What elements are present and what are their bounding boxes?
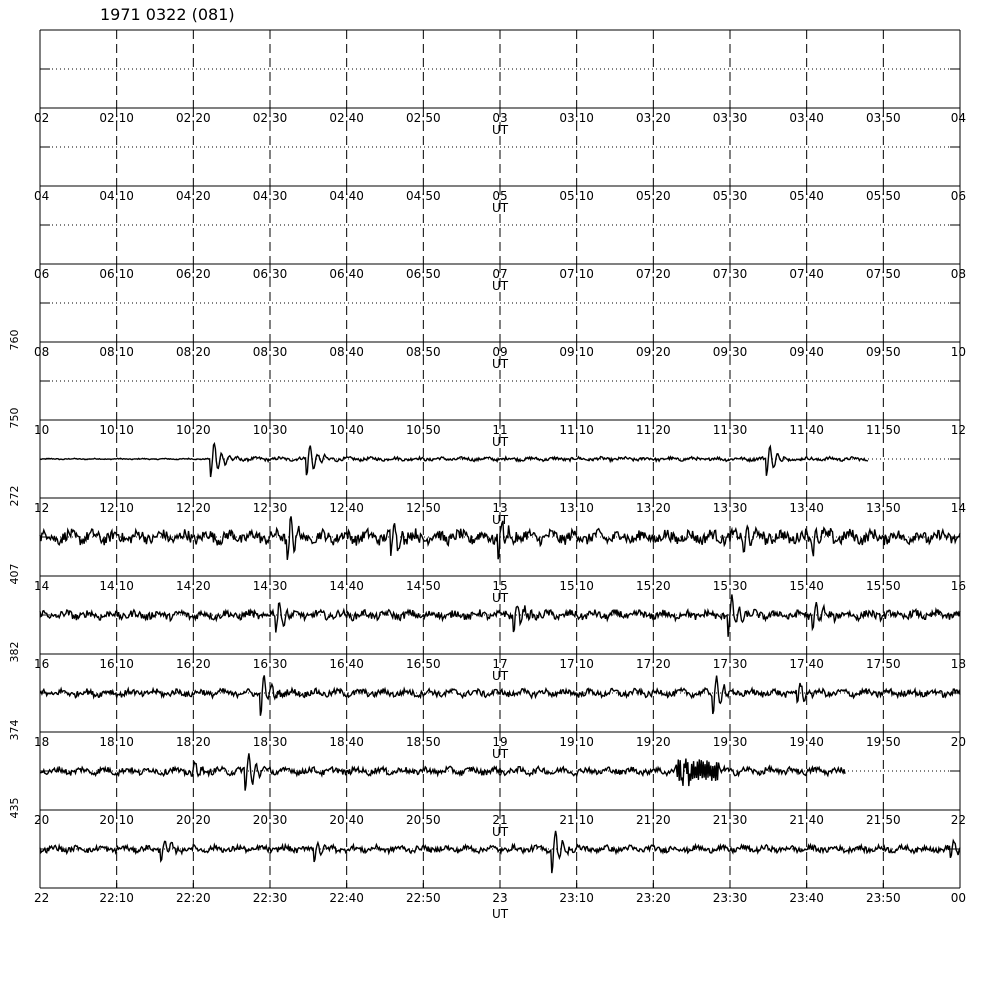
x-tick-label: 14:40 (329, 579, 364, 593)
tick-labels-row-0 (34, 111, 966, 137)
x-tick-label: 08:50 (406, 345, 441, 359)
x-tick-label: 20:50 (406, 813, 441, 827)
x-tick-label: 03 (492, 111, 508, 125)
x-tick-label: 20 (950, 735, 966, 749)
x-axis-label: UT (491, 907, 509, 921)
panel-scale-label: 272 (8, 485, 21, 507)
x-tick-label: 05:30 (712, 189, 748, 203)
x-tick-label: 22:40 (329, 891, 364, 905)
x-tick-label: 13:30 (712, 501, 748, 515)
x-axis-label: UT (491, 591, 509, 605)
x-tick-label: 04:30 (252, 189, 288, 203)
x-tick-label: 02 (34, 111, 50, 125)
x-tick-label: 13 (492, 501, 508, 515)
x-tick-label: 03:40 (789, 111, 824, 125)
panel-18 (8, 720, 960, 811)
x-tick-label: 17:30 (712, 657, 748, 671)
x-tick-label: 23 (492, 891, 508, 905)
x-tick-label: 19:40 (789, 735, 824, 749)
x-tick-label: 17 (492, 657, 508, 671)
x-axis-label: UT (491, 357, 509, 371)
x-tick-label: 06 (950, 189, 966, 203)
x-axis-label: UT (491, 747, 509, 761)
x-tick-label: 06:10 (99, 267, 134, 281)
x-tick-label: 04 (34, 189, 50, 203)
x-tick-label: 02:30 (252, 111, 288, 125)
x-tick-label: 13:20 (636, 501, 671, 515)
x-tick-label: 23:10 (559, 891, 594, 905)
x-tick-label: 22:10 (99, 891, 134, 905)
panel-scale-label: 407 (8, 563, 21, 585)
panel-8 (8, 330, 960, 421)
panel-scale-label: 382 (8, 641, 21, 663)
x-tick-label: 04:40 (329, 189, 364, 203)
x-tick-label: 08:40 (329, 345, 364, 359)
tick-labels-row-4 (34, 267, 966, 293)
tick-labels-row-20 (34, 891, 966, 905)
x-tick-label: 23:30 (712, 891, 748, 905)
x-tick-label: 07:10 (559, 267, 594, 281)
x-axis-label: UT (491, 669, 509, 683)
x-tick-label: 08 (950, 267, 966, 281)
x-tick-label: 17:40 (789, 657, 824, 671)
panel-scale-label: 760 (8, 329, 21, 351)
tick-labels-row-6 (34, 345, 966, 371)
x-tick-label: 12:50 (406, 501, 441, 515)
x-tick-label: 04 (950, 111, 966, 125)
x-tick-label: 18:20 (176, 735, 211, 749)
x-tick-label: 11:10 (559, 423, 594, 437)
tick-labels-row-16 (34, 735, 966, 761)
x-tick-label: 19:10 (559, 735, 594, 749)
x-tick-label: 21:50 (866, 813, 901, 827)
x-tick-label: 18:10 (99, 735, 134, 749)
x-tick-label: 11:30 (712, 423, 748, 437)
x-tick-label: 20:10 (99, 813, 134, 827)
x-tick-label: 05:50 (866, 189, 901, 203)
x-tick-label: 15:10 (559, 579, 594, 593)
tick-labels-row-14 (34, 657, 966, 683)
x-tick-label: 06:50 (406, 267, 441, 281)
tick-labels-row-8 (34, 423, 966, 449)
x-tick-label: 19:20 (636, 735, 671, 749)
x-tick-label: 04:10 (99, 189, 134, 203)
x-axis-label: UT (491, 123, 509, 137)
panel-20 (8, 798, 960, 889)
x-tick-label: 22 (950, 813, 966, 827)
x-tick-label: 12 (950, 423, 966, 437)
panel-scale-label: 374 (8, 719, 21, 741)
x-tick-label: 07 (492, 267, 508, 281)
x-tick-label: 20:20 (176, 813, 211, 827)
x-tick-label: 15 (492, 579, 508, 593)
x-tick-label: 11 (492, 423, 508, 437)
x-tick-label: 17:50 (866, 657, 901, 671)
x-tick-label: 09:30 (712, 345, 748, 359)
x-tick-label: 12:40 (329, 501, 364, 515)
x-axis-label: UT (491, 825, 509, 839)
x-tick-label: 22:20 (176, 891, 211, 905)
x-tick-label: 23:20 (636, 891, 671, 905)
x-tick-label: 07:40 (789, 267, 824, 281)
panel-scale-label: 750 (8, 407, 21, 429)
x-tick-label: 02:50 (406, 111, 441, 125)
x-tick-label: 18:30 (252, 735, 288, 749)
x-tick-label: 22 (34, 891, 50, 905)
panel-stack (8, 30, 966, 905)
x-tick-label: 21:30 (712, 813, 748, 827)
x-tick-label: 10 (34, 423, 50, 437)
x-tick-label: 10:20 (176, 423, 211, 437)
x-tick-label: 18 (950, 657, 966, 671)
tick-labels-row-2 (34, 189, 966, 215)
x-tick-label: 08:10 (99, 345, 134, 359)
x-tick-label: 19:30 (712, 735, 748, 749)
x-tick-label: 14:10 (99, 579, 134, 593)
x-tick-label: 15:40 (789, 579, 824, 593)
x-tick-label: 08:30 (252, 345, 288, 359)
x-tick-label: 12:30 (252, 501, 288, 515)
chart-title: 1971 0322 (081) (100, 5, 235, 24)
x-tick-label: 09:10 (559, 345, 594, 359)
x-tick-label: 06:30 (252, 267, 288, 281)
x-tick-label: 12:10 (99, 501, 134, 515)
x-axis-label: UT (491, 201, 509, 215)
x-tick-label: 19:50 (866, 735, 901, 749)
x-tick-label: 07:50 (866, 267, 901, 281)
x-tick-label: 11:20 (636, 423, 671, 437)
x-tick-label: 07:30 (712, 267, 748, 281)
x-tick-label: 13:50 (866, 501, 901, 515)
x-axis-label: UT (491, 435, 509, 449)
x-tick-label: 08:20 (176, 345, 211, 359)
x-tick-label: 12:20 (176, 501, 211, 515)
x-tick-label: 21:10 (559, 813, 594, 827)
x-tick-label: 14:30 (252, 579, 288, 593)
x-tick-label: 19 (492, 735, 508, 749)
x-tick-label: 11:40 (789, 423, 824, 437)
x-tick-label: 14:20 (176, 579, 211, 593)
x-tick-label: 16:30 (252, 657, 288, 671)
x-tick-label: 16:40 (329, 657, 364, 671)
x-tick-label: 21 (492, 813, 508, 827)
x-tick-label: 10:50 (406, 423, 441, 437)
x-tick-label: 06:20 (176, 267, 211, 281)
x-tick-label: 15:20 (636, 579, 671, 593)
panel-10 (8, 408, 960, 499)
x-tick-label: 03:50 (866, 111, 901, 125)
x-tick-label: 16:10 (99, 657, 134, 671)
tick-labels-row-12 (34, 579, 966, 605)
x-tick-label: 06:40 (329, 267, 364, 281)
x-tick-label: 02:20 (176, 111, 211, 125)
x-tick-label: 09:20 (636, 345, 671, 359)
x-tick-label: 22:30 (252, 891, 288, 905)
x-tick-label: 09:40 (789, 345, 824, 359)
panel-12 (8, 486, 960, 577)
x-tick-label: 16:50 (406, 657, 441, 671)
x-tick-label: 09 (492, 345, 508, 359)
x-tick-label: 21:20 (636, 813, 671, 827)
x-tick-label: 15:50 (866, 579, 901, 593)
x-tick-label: 23:50 (866, 891, 901, 905)
x-tick-label: 12 (34, 501, 50, 515)
x-tick-label: 10:40 (329, 423, 364, 437)
x-tick-label: 13:10 (559, 501, 594, 515)
x-tick-label: 18 (34, 735, 50, 749)
x-tick-label: 16 (34, 657, 50, 671)
x-tick-label: 18:40 (329, 735, 364, 749)
x-axis-label: UT (491, 513, 509, 527)
x-tick-label: 04:20 (176, 189, 211, 203)
panel-scale-label: 435 (8, 797, 21, 819)
x-tick-label: 16 (950, 579, 966, 593)
x-tick-label: 15:30 (712, 579, 748, 593)
tick-labels-row-18 (34, 813, 966, 839)
x-tick-label: 11:50 (866, 423, 901, 437)
x-tick-label: 05 (492, 189, 508, 203)
x-tick-label: 00 (950, 891, 966, 905)
seismic-trace (40, 444, 868, 477)
x-tick-label: 16:20 (176, 657, 211, 671)
x-tick-label: 02:10 (99, 111, 134, 125)
panel-14 (8, 564, 960, 655)
panel-16 (8, 642, 960, 733)
x-tick-label: 10:30 (252, 423, 288, 437)
x-tick-label: 10:10 (99, 423, 134, 437)
x-tick-label: 22:50 (406, 891, 441, 905)
x-tick-label: 17:10 (559, 657, 594, 671)
x-tick-label: 05:40 (789, 189, 824, 203)
x-tick-label: 09:50 (866, 345, 901, 359)
x-tick-label: 08 (34, 345, 50, 359)
x-tick-label: 05:10 (559, 189, 594, 203)
x-tick-label: 20 (34, 813, 50, 827)
x-tick-label: 07:20 (636, 267, 671, 281)
x-tick-label: 20:30 (252, 813, 288, 827)
panel-0 (40, 30, 960, 108)
x-axis-label: UT (491, 279, 509, 293)
x-tick-label: 20:40 (329, 813, 364, 827)
x-tick-label: 14:50 (406, 579, 441, 593)
x-tick-label: 10 (950, 345, 966, 359)
x-tick-label: 23:40 (789, 891, 824, 905)
x-tick-label: 14 (34, 579, 50, 593)
x-tick-label: 06 (34, 267, 50, 281)
x-tick-label: 02:40 (329, 111, 364, 125)
x-tick-label: 03:10 (559, 111, 594, 125)
x-tick-label: 21:40 (789, 813, 824, 827)
x-tick-label: 05:20 (636, 189, 671, 203)
tick-labels-row-10 (34, 501, 966, 527)
x-tick-label: 13:40 (789, 501, 824, 515)
x-tick-label: 03:20 (636, 111, 671, 125)
x-tick-label: 04:50 (406, 189, 441, 203)
x-tick-label: 03:30 (712, 111, 748, 125)
x-tick-label: 18:50 (406, 735, 441, 749)
x-tick-label: 14 (950, 501, 966, 515)
x-tick-label: 17:20 (636, 657, 671, 671)
seismic-trace (40, 753, 845, 790)
